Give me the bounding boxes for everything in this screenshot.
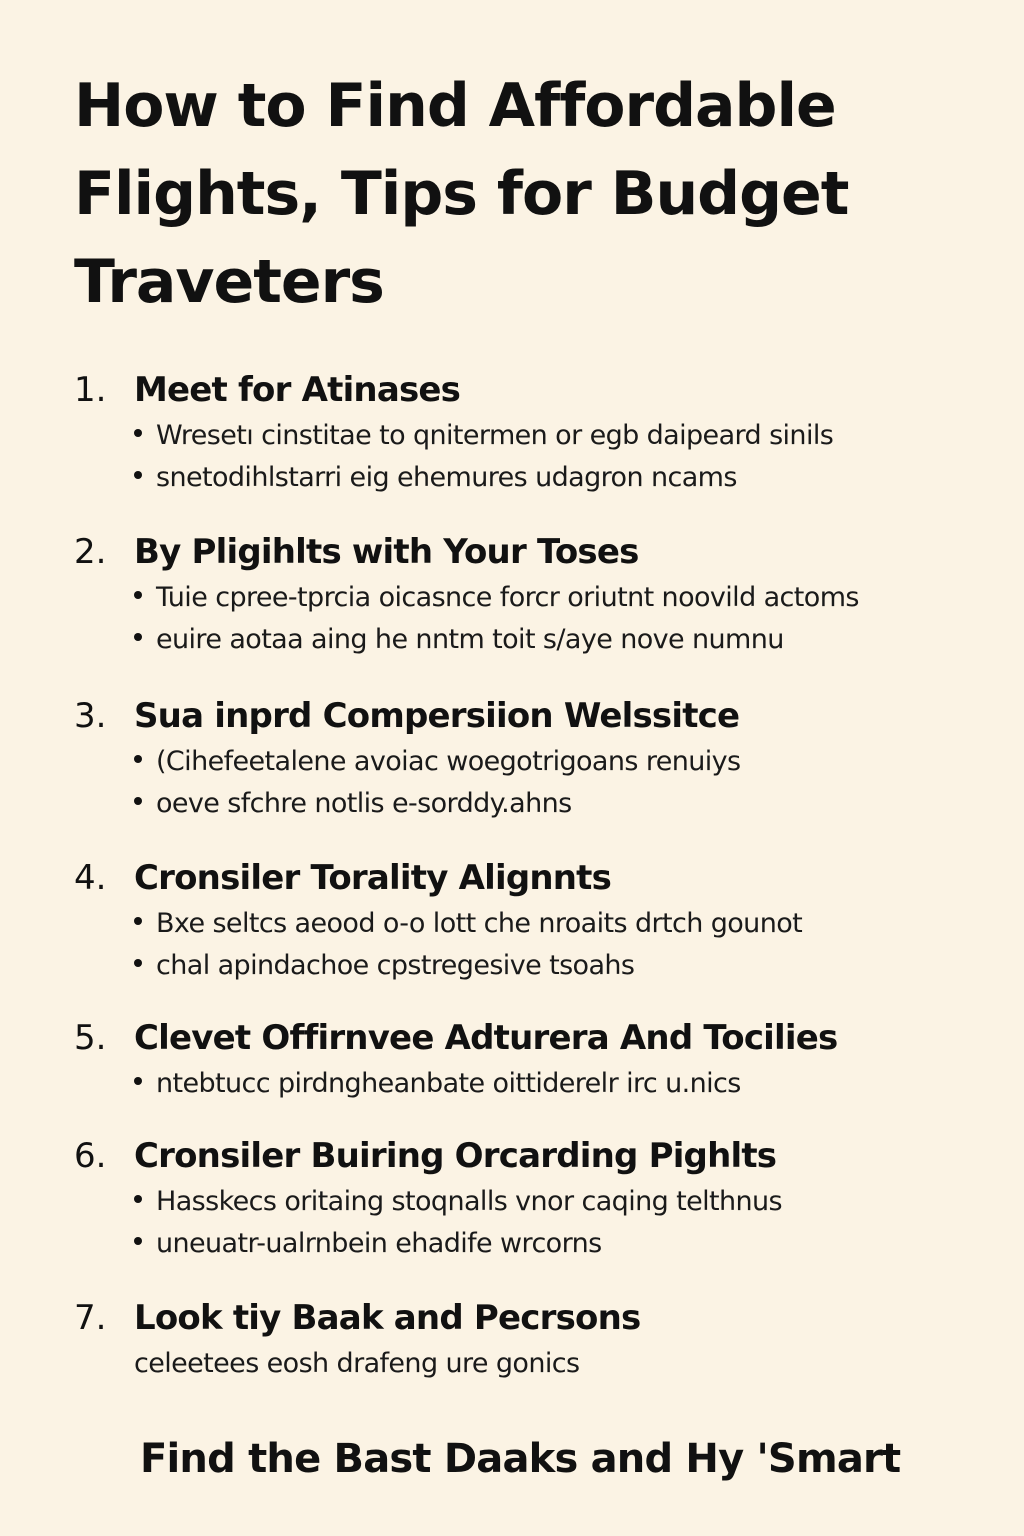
bullet-dot-icon xyxy=(134,591,142,599)
bullet-text: euire aotaa aing he nntm toit s/aye nove numnu xyxy=(156,624,784,655)
section-number: 7. xyxy=(74,1298,107,1338)
section-3 xyxy=(74,696,994,830)
bullet-dot-icon xyxy=(134,755,142,763)
section-heading-row xyxy=(74,1018,994,1068)
bullet-item xyxy=(134,788,994,830)
bullet-item xyxy=(134,1228,994,1270)
section-heading: Sua inprd Compersiion Welssitce xyxy=(134,696,740,736)
bullet-item xyxy=(134,1068,994,1110)
section-number: 3. xyxy=(74,696,107,736)
bullet-text: ntebtucc pirdngheanbate oittiderelr irc u.nics xyxy=(156,1068,741,1099)
bullet-item xyxy=(134,950,994,992)
section-heading: Cronsiler Buiring Orcarding Pighlts xyxy=(134,1136,777,1176)
bullet-item xyxy=(134,420,994,462)
section-heading-row xyxy=(74,1298,994,1348)
section-heading-row xyxy=(74,370,994,420)
section-4 xyxy=(74,858,994,992)
bullet-text: snetodihlstarri eig ehemures udagron ncams xyxy=(156,462,737,493)
section-number: 5. xyxy=(74,1018,107,1058)
section-heading: Meet for Atinases xyxy=(134,370,461,410)
section-7 xyxy=(74,1298,994,1390)
bullet-item xyxy=(134,1186,994,1228)
bullet-list xyxy=(74,1068,994,1110)
section-1 xyxy=(74,370,994,504)
section-heading-row xyxy=(74,532,994,582)
bullet-dot-icon xyxy=(134,1237,142,1245)
bullet-dot-icon xyxy=(134,633,142,641)
bullet-text: uneuatr-ualrnbein ehadife wrcorns xyxy=(156,1228,602,1259)
section-number: 2. xyxy=(74,532,107,572)
bullet-dot-icon xyxy=(134,959,142,967)
section-2 xyxy=(74,532,994,666)
bullet-list xyxy=(74,746,994,830)
bullet-item xyxy=(134,624,994,666)
bullet-dot-icon xyxy=(134,917,142,925)
bullet-dot-icon xyxy=(134,429,142,437)
bullet-text: Wresetı cinstitae to qnitermen or egb daipeard sinils xyxy=(156,420,834,451)
section-heading: By Pligihlts with Your Toses xyxy=(134,532,639,572)
bullet-list xyxy=(74,582,994,666)
section-heading: Look tiy Baak and Pecrsons xyxy=(134,1298,641,1338)
section-heading-row xyxy=(74,1136,994,1186)
bullet-item xyxy=(134,462,994,504)
bullet-list xyxy=(74,420,994,504)
section-6 xyxy=(74,1136,994,1270)
bullet-dot-icon xyxy=(134,797,142,805)
bullet-text: Bxe seltcs aeood o-o lott che nroaits drtch gounot xyxy=(156,908,803,939)
section-heading-row xyxy=(74,858,994,908)
bullet-list xyxy=(74,1186,994,1270)
section-heading: Cronsiler Torality Alignnts xyxy=(134,858,612,898)
bullet-dot-icon xyxy=(134,1077,142,1085)
section-number: 1. xyxy=(74,370,107,410)
bullet-text: chal apindachoe cpstregesive tsoahs xyxy=(156,950,635,981)
section-body-text: celeetees eosh drafeng ure gonics xyxy=(134,1348,580,1379)
bullet-dot-icon xyxy=(134,471,142,479)
bullet-item xyxy=(134,908,994,950)
bullet-text: Hasskecs oritaing stoqnalls vnor caqing telthnus xyxy=(156,1186,783,1217)
bullet-text: (Cihefeetalene avoiac woegotrigoans renuiys xyxy=(156,746,741,777)
bullet-item xyxy=(134,582,994,624)
page-title: How to Find Affordable Flights, Tips for Budget Traveters xyxy=(74,71,849,317)
bullet-text: Tuie cpree-tprcia oicasnce forcr oriutnt noovild actoms xyxy=(156,582,859,613)
section-heading: Clevet Offirnvee Adturera And Tocilies xyxy=(134,1018,838,1058)
footer-tagline: Find the Bast Daaks and Hy 'Smart xyxy=(140,1436,901,1482)
bullet-list xyxy=(74,908,994,992)
bullet-item xyxy=(134,746,994,788)
bullet-text: oeve sfchre notlis e-sorddy.ahns xyxy=(156,788,572,819)
section-number: 4. xyxy=(74,858,107,898)
section-heading-row xyxy=(74,696,994,746)
section-5 xyxy=(74,1018,994,1110)
bullet-dot-icon xyxy=(134,1195,142,1203)
section-number: 6. xyxy=(74,1136,107,1176)
